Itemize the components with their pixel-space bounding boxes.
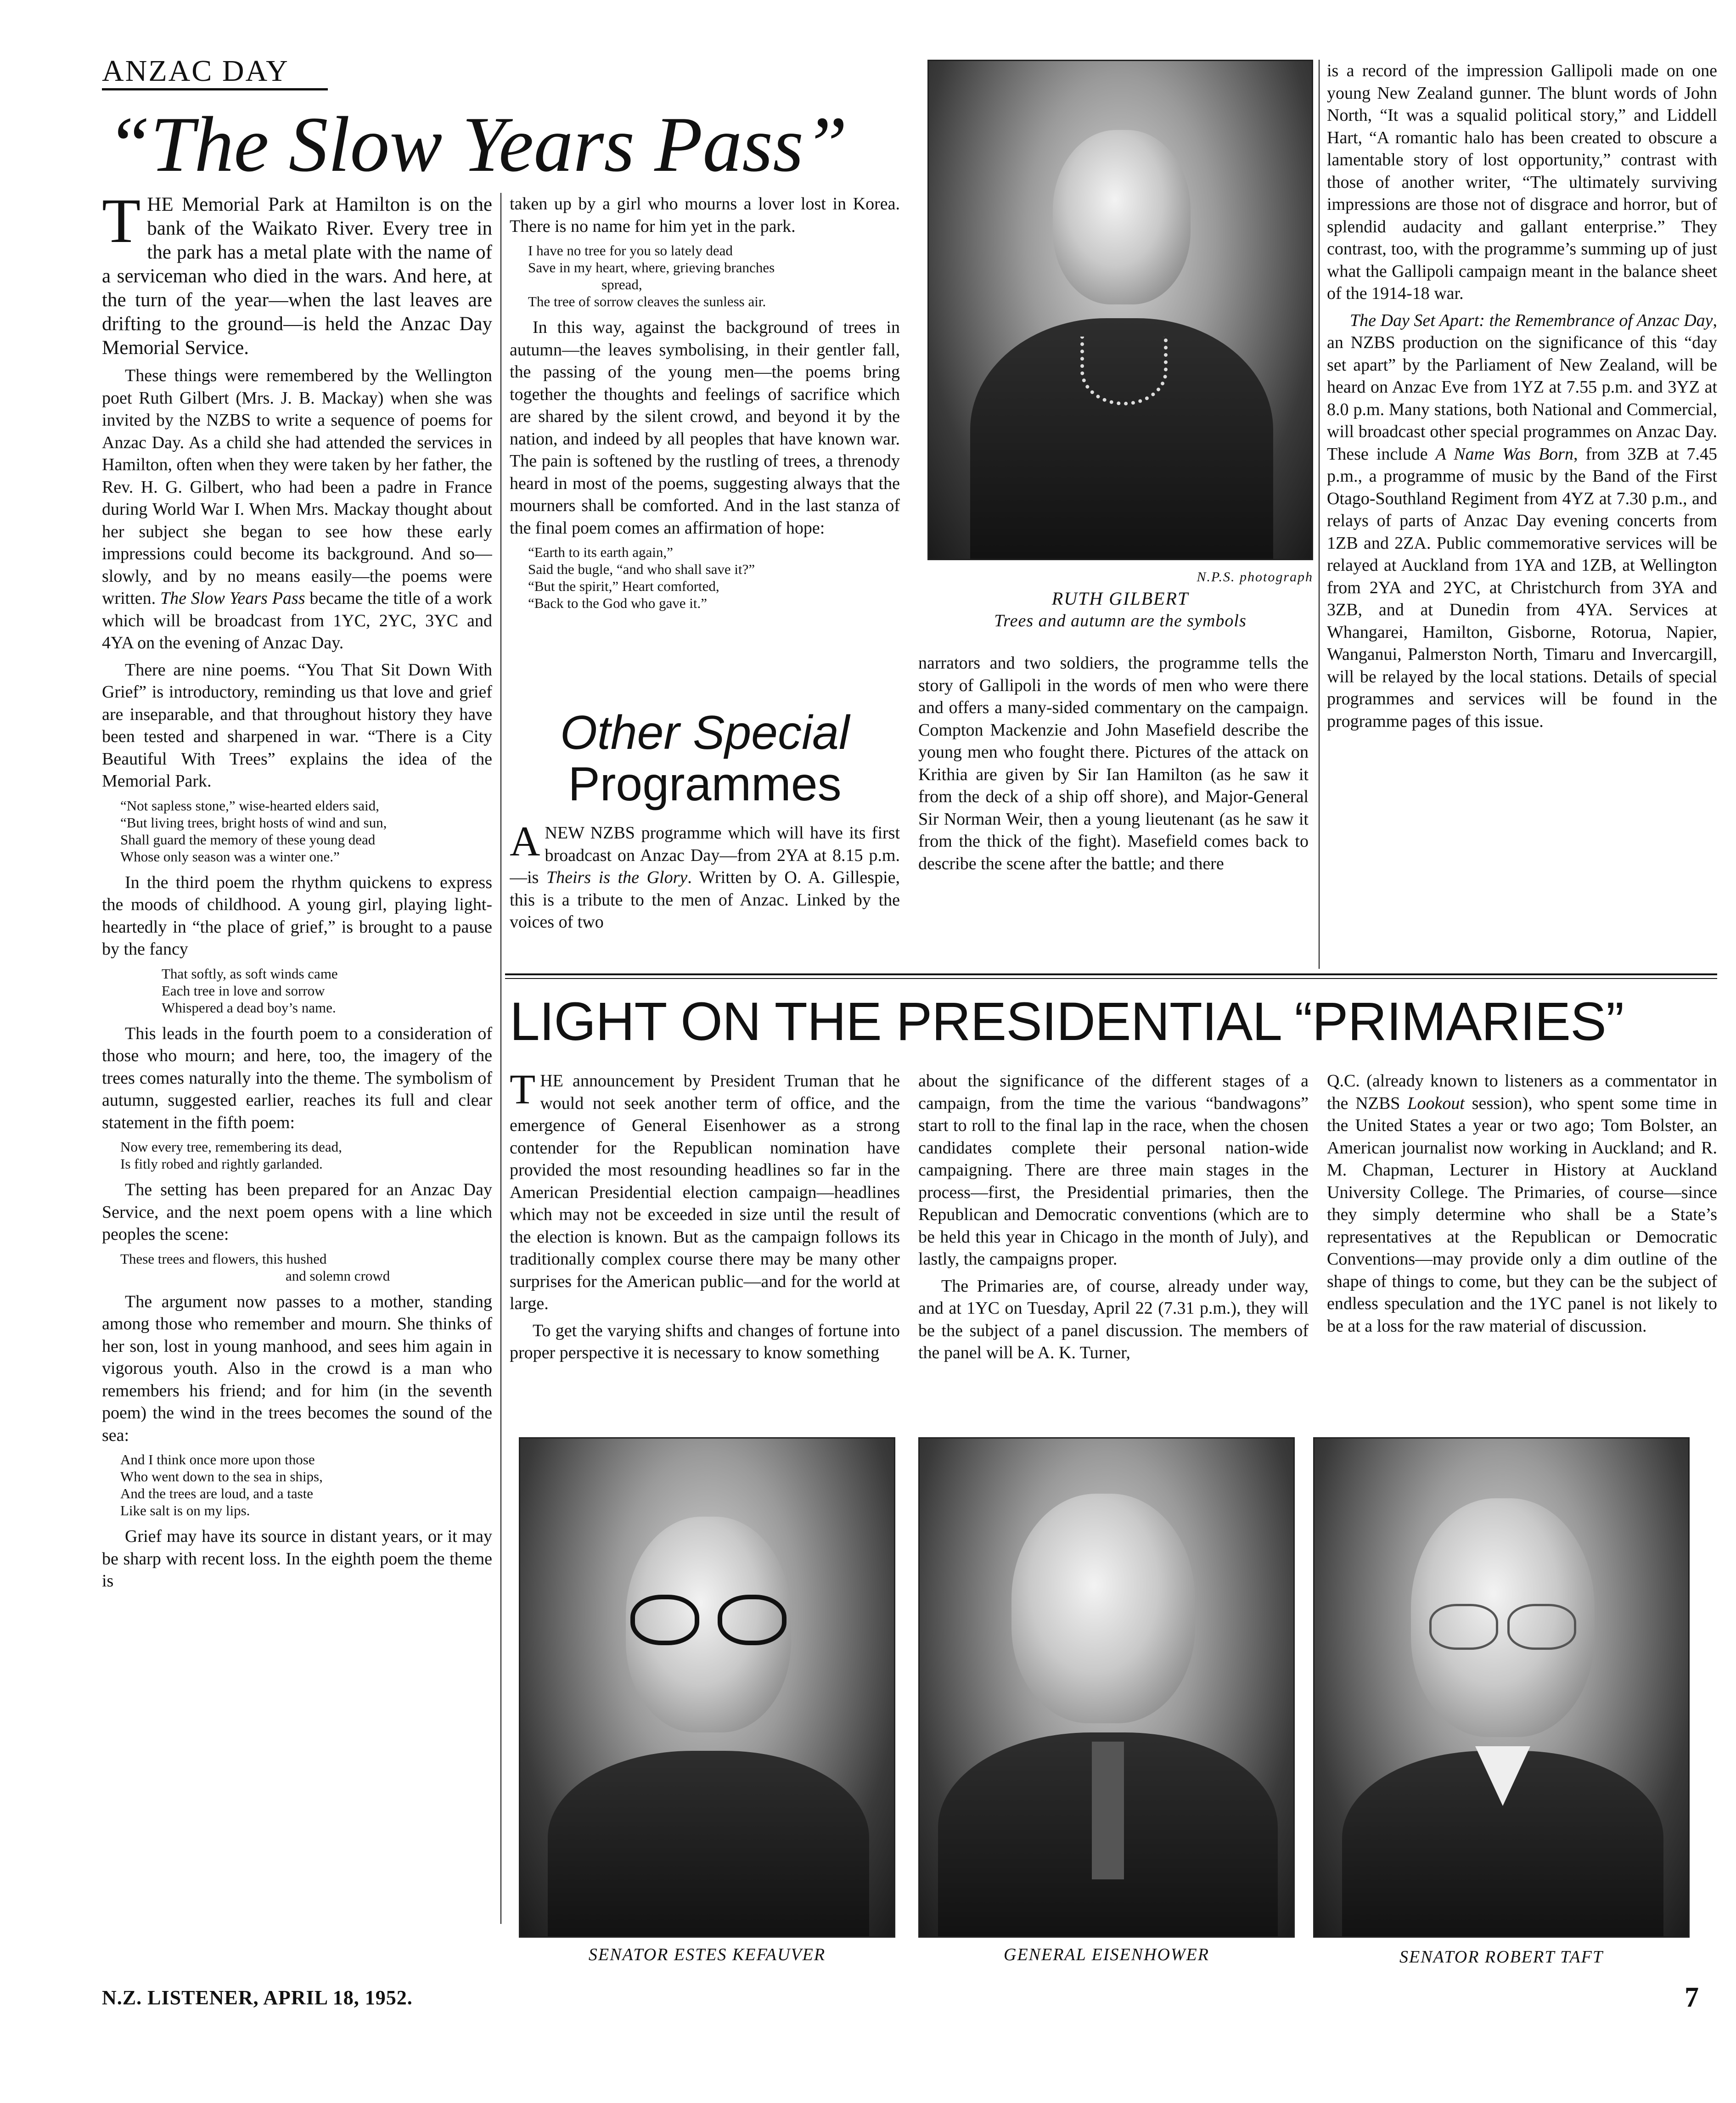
verse-line: “Not sapless stone,” wise-hearted elders said, bbox=[120, 797, 379, 814]
primaries-column-1 bbox=[510, 1070, 900, 1423]
verse-line: Whispered a dead boy’s name. bbox=[162, 999, 336, 1016]
photo-credit: N.P.S. photograph bbox=[1197, 569, 1313, 585]
programme-title: A Name Was Born bbox=[1435, 444, 1573, 464]
kefauver-photo bbox=[519, 1437, 895, 1938]
verse-line: Is fitly robed and rightly garlanded. bbox=[120, 1156, 323, 1172]
section-divider bbox=[505, 978, 1717, 979]
article-paragraph: This leads in the fourth poem to a consideration of those who mourn; and here, too, the imagery of the trees comes naturally into the theme. The symbolism of autumn, suggested earlier, reaches its full and clear statement in the fifth poem: bbox=[102, 1023, 492, 1132]
photo-caption: Trees and autumn are the symbols bbox=[994, 611, 1247, 630]
verse-line: “But living trees, bright hosts of wind and sun, bbox=[120, 814, 387, 831]
paragraph-text: HE Memorial Park at Hamilton is on the bank of the Waikato River. Every tree in the park has a metal plate with the name of a serviceman who died in the wars. And here, at the turn of the year—when the last leaves are drifting to the ground—is held the Anzac Day Memorial Service. bbox=[102, 194, 492, 359]
paragraph-text: HE announcement by President Truman that he would not seek another term of office, and the emergence of General Eisenhower as a strong contender for the Republican nomination have provided the most resounding headlines so far in the American Presidential election campaign—headlines which may not be exceeded in size until the result of the election is known. But as the campaign follows its traditionally complex course there may be many other surprises for the American public—and for the world at large. bbox=[510, 1071, 900, 1313]
programme-title: Theirs is the Glory bbox=[546, 868, 688, 887]
article-paragraph: about the significance of the different stages of a campaign, from the time the various “bandwagons” start to roll to the final lap in the race, when the chosen candidates complete their personal nation-wide campaigning. There are three main stages in the process—first, the Presidential primaries, then the Republican and Democratic conventions (which are to be held this year in Chicago in the month of July), and lastly, the campaigns proper. bbox=[918, 1071, 1309, 1269]
primaries-column-2 bbox=[918, 1070, 1309, 1423]
other-programmes-heading bbox=[510, 707, 900, 810]
heading-line: Programmes bbox=[568, 758, 842, 811]
poem-excerpt bbox=[120, 797, 492, 865]
paragraph-text: These things were remembered by the Wellington poet Ruth Gilbert (Mrs. J. B. Mackay) when she was invited by the NZBS to write a sequence of poems for Anzac Day. As a child she had attended the services in Hamilton, often when they were taken by her father, the Rev. H. G. Gilbert, who had been a padre in France during World War I. When Mrs. Mackay thought about her subject she began to see how these early impressions could become its background. And so—slowly, and by no means easily—the poems were written. bbox=[102, 366, 492, 608]
article-paragraph: The argument now passes to a mother, standing among those who remember and mourn. She thinks of her son, lost in young manhood, and sees him again in vigorous youth. Also in the crowd is a man who remembers his friend; and for him (in the seventh poem) the wind in the trees becomes the sound of the sea: bbox=[102, 1292, 492, 1445]
article-paragraph: narrators and two soldiers, the programme tells the story of Gallipoli in the words of men who were there and offers a many-sided commentary on the campaign. Compton Mackenzie and John Masefield describe the young men who fought there. Pictures of the attack on Krithia are given by Sir Ian Hamilton (as he saw it from the deck of a ship off shore), and Major-General Sir Norman Weir, then a young lieutenant (as he saw it from the thick of the fight). Masefield comes back to describe the scene after the battle; and there bbox=[918, 653, 1309, 873]
glasses bbox=[630, 1595, 699, 1645]
poem-excerpt bbox=[120, 1250, 492, 1284]
tie bbox=[1092, 1742, 1124, 1879]
poem-excerpt bbox=[120, 1138, 492, 1172]
paragraph-text: Q.C. (already known to listeners as a commentator in the NZBS bbox=[1327, 1071, 1717, 1113]
article-paragraph bbox=[102, 193, 492, 360]
verse-line: “Back to the God who gave it.” bbox=[528, 595, 707, 611]
verse-line: Shall guard the memory of these young dead bbox=[120, 831, 376, 848]
programme-title: The Slow Years Pass bbox=[160, 589, 305, 608]
column-divider bbox=[1319, 60, 1320, 969]
photo-name: RUTH GILBERT bbox=[1051, 588, 1189, 609]
other-programmes-text bbox=[510, 822, 900, 964]
primaries-column-3 bbox=[1327, 1070, 1717, 1423]
verse-line: Whose only season was a winter one.” bbox=[120, 848, 340, 865]
caption-kefauver: SENATOR ESTES KEFAUVER bbox=[588, 1945, 826, 1964]
verse-line: The tree of sorrow cleaves the sunless air. bbox=[528, 293, 766, 309]
drop-cap: A bbox=[510, 822, 540, 865]
verse-line: That softly, as soft winds came bbox=[162, 965, 338, 982]
paragraph-text: became the title of a work which will be broadcast from 1YC, 2YC, 3YC and 4YA on the evening of Anzac Day. bbox=[102, 589, 492, 652]
paragraph-text: NEW NZBS programme which will have its first broadcast on Anzac Day—from 2YA at 8.15 p.m.—is bbox=[510, 823, 900, 887]
article-paragraph: is a record of the impression Gallipoli made on one young New Zealand gunner. The blunt words of John North, “It was a squalid political story,” and Liddell Hart, “A romantic halo has been created to obscure a lamentable story of lost opportunity,” contrast with those of another writer, “The ultimately surviving impressions are those not of disgrace and horror, but of splendid audacity and gallant enterprise.” They contrast, too, with the programme’s summing up of just what the Gallipoli campaign meant in the balance sheet of the 1914-18 war. bbox=[1327, 61, 1717, 303]
poem-excerpt bbox=[120, 1451, 492, 1519]
programme-title: Lookout bbox=[1407, 1093, 1465, 1113]
verse-line: Now every tree, remembering its dead, bbox=[120, 1139, 342, 1155]
article-paragraph: Grief may have its source in distant years, or it may be sharp with recent loss. In the eighth poem the theme is bbox=[102, 1527, 492, 1591]
other-programmes-continued bbox=[918, 652, 1309, 969]
eisenhower-photo bbox=[918, 1437, 1295, 1938]
taft-photo bbox=[1313, 1437, 1690, 1938]
section-divider bbox=[505, 973, 1717, 975]
verse-line: Each tree in love and sorrow bbox=[162, 982, 325, 999]
article-paragraph: There are nine poems. “You That Sit Down With Grief” is introductory, reminding us that love and grief are inseparable, and that throughout history they have been tested and sharpened in war. “There is a City Beautiful With Trees” explains the idea of the Memorial Park. bbox=[102, 660, 492, 791]
glasses bbox=[1507, 1604, 1576, 1650]
portrait-face bbox=[1053, 130, 1191, 304]
article-paragraph: In this way, against the background of trees in autumn—the leaves symbolising, in their gentler fall, the passing of the young men—the poems bring together the thoughts and feelings of sacrifice which are shared by the silent crowd, and beyond it by the nation, and indeed by all peoples that have known war. The pain is softened by the rustling of trees, a threnody heard in most of the poems, suggesting always that the mourners shall be comforted. And in the last stanza of the final poem comes an affirmation of hope: bbox=[510, 318, 900, 538]
paragraph-text: . Written by O. A. Gillespie, this is a tribute to the men of Anzac. Linked by the voices of two bbox=[510, 868, 900, 932]
verse-line: Who went down to the sea in ships, bbox=[120, 1468, 323, 1484]
article-paragraph: The setting has been prepared for an Anzac Day Service, and the next poem opens with a line which peoples the scene: bbox=[102, 1180, 492, 1244]
programme-title: The Day Set Apart: the Remembrance of Anzac Day bbox=[1350, 310, 1713, 330]
portrait-body bbox=[548, 1751, 869, 1938]
section-label-text: ANZAC DAY bbox=[102, 54, 289, 88]
page-number: 7 bbox=[1685, 1982, 1699, 2013]
paragraph-text: , from 3ZB at 7.45 p.m., a programme of music by the Band of the First Otago-Southland Regiment from 4YZ at 7.30 p.m., and relays of parts of Anzac Day evening concerts from 1ZB and 2ZA. Public commemorative services will be relayed at Auckland from 1YA and 1ZB, at Wellington from 2YA and 2YC, at Christchurch from 3YA and 3ZB, and at Dunedin from 4YA. Services at Whangarei, Hamilton, Gisborne, Rotorua, Napier, Wanganui, Palmerston North, Timaru and Invercargill, will be relayed by the local stations. Details of special programmes and services will be found in the programme pages of this issue. bbox=[1327, 444, 1717, 731]
article-paragraph bbox=[1327, 1070, 1717, 1337]
article-paragraph bbox=[510, 1070, 900, 1315]
article-column-1 bbox=[102, 193, 492, 1929]
section-label bbox=[102, 54, 289, 88]
column-divider bbox=[500, 193, 501, 1924]
glasses bbox=[718, 1595, 787, 1645]
verse-line: and solemn crowd bbox=[286, 1267, 390, 1284]
verse-line: And I think once more upon those bbox=[120, 1451, 315, 1468]
article-paragraph: taken up by a girl who mourns a lover lost in Korea. There is no name for him yet in the park. bbox=[510, 194, 900, 236]
drop-cap: T bbox=[510, 1070, 536, 1113]
glasses bbox=[1429, 1604, 1498, 1650]
verse-line: Like salt is on my lips. bbox=[120, 1502, 250, 1518]
verse-line: “Earth to its earth again,” bbox=[528, 544, 673, 560]
verse-line: I have no tree for you so lately dead bbox=[528, 242, 733, 259]
verse-line: Said the bugle, “and who shall save it?” bbox=[528, 561, 755, 577]
article-column-4 bbox=[1327, 60, 1717, 967]
section-label-underline bbox=[102, 88, 328, 90]
article-paragraph: The Primaries are, of course, already under way, and at 1YC on Tuesday, April 22 (7.31 p.m.), they will be the subject of a panel discussion. The members of the panel will be A. K. Turner, bbox=[918, 1276, 1309, 1362]
footer-masthead: N.Z. LISTENER, APRIL 18, 1952. bbox=[102, 1986, 413, 2009]
primaries-heading: LIGHT ON THE PRESIDENTIAL “PRIMARIES” bbox=[510, 991, 1624, 1052]
main-title: “The Slow Years Pass” bbox=[107, 101, 848, 188]
poem-excerpt bbox=[528, 544, 900, 612]
verse-line: Save in my heart, where, grieving branches bbox=[528, 259, 775, 276]
article-paragraph: To get the varying shifts and changes of fortune into proper perspective it is necessary to know something bbox=[510, 1321, 900, 1362]
caption-eisenhower: GENERAL EISENHOWER bbox=[1004, 1945, 1209, 1964]
article-paragraph bbox=[102, 365, 492, 654]
verse-line: spread, bbox=[601, 276, 642, 292]
article-paragraph: In the third poem the rhythm quickens to express the moods of childhood. A young girl, playing light-heartedly in “the place of grief,” is brought to a pause by the fancy bbox=[102, 872, 492, 959]
heading-line: Other Special bbox=[560, 706, 850, 759]
poem-excerpt bbox=[162, 965, 492, 1016]
caption-taft: SENATOR ROBERT TAFT bbox=[1399, 1947, 1604, 1967]
paragraph-text: , an NZBS production on the significance of this “day set apart” by the Parliament of New Zealand, will be heard on Anzac Eve from 1YZ at 7.55 p.m. and 3YZ at 8.0 p.m. Many stations, both National and Commercial, will broadcast other special programmes on Anzac Day. These include bbox=[1327, 310, 1717, 464]
verse-line: These trees and flowers, this hushed bbox=[120, 1250, 327, 1267]
verse-line: “But the spirit,” Heart comforted, bbox=[528, 578, 719, 594]
article-column-2 bbox=[510, 193, 900, 705]
verse-line: And the trees are loud, and a taste bbox=[120, 1485, 314, 1501]
paragraph-text: session), who spent some time in the United States a year or two ago; Tom Bolster, an American journalist now working in Auckland; and R. M. Chapman, Lecturer in History at Auckland University College. The Primaries, of course—since they simply determine who shall be a State’s representatives at the Republican or Democratic Conventions—may provide only a dim outline of the shape of things to come, but they can be the subject of endless speculation and the 1YC panel is not likely to be at a loss for the raw material of discussion. bbox=[1327, 1093, 1717, 1336]
drop-cap: T bbox=[102, 193, 141, 256]
poem-excerpt bbox=[528, 242, 900, 310]
article-paragraph bbox=[1327, 309, 1717, 733]
ruth-gilbert-photo bbox=[927, 60, 1313, 560]
necklace bbox=[1080, 337, 1168, 405]
portrait-face bbox=[1011, 1494, 1195, 1723]
article-paragraph bbox=[510, 822, 900, 933]
